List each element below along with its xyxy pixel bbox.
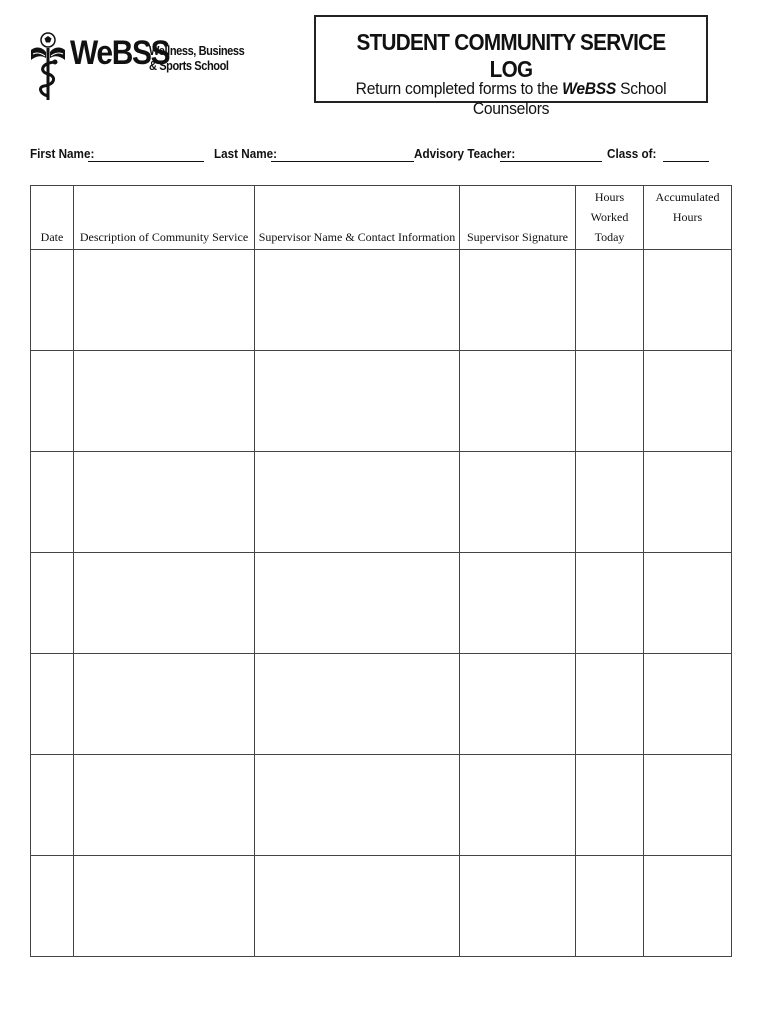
cell-supervisor-contact[interactable] <box>255 351 460 452</box>
cell-supervisor-signature[interactable] <box>460 250 576 351</box>
cell-description[interactable] <box>74 856 255 957</box>
first-name-field[interactable] <box>88 161 204 162</box>
cell-description[interactable] <box>74 654 255 755</box>
cell-date[interactable] <box>31 250 74 351</box>
table-row <box>31 553 732 654</box>
cell-date[interactable] <box>31 755 74 856</box>
cell-supervisor-contact[interactable] <box>255 856 460 957</box>
table-row <box>31 351 732 452</box>
table-row <box>31 856 732 957</box>
cell-supervisor-signature[interactable] <box>460 856 576 957</box>
logo-tagline-line1: Wellness, Business <box>149 43 245 58</box>
school-logo <box>28 28 243 104</box>
cell-hours-worked[interactable] <box>576 755 644 856</box>
cell-description[interactable] <box>74 553 255 654</box>
cell-description[interactable] <box>74 250 255 351</box>
cell-supervisor-signature[interactable] <box>460 755 576 856</box>
cell-supervisor-signature[interactable] <box>460 351 576 452</box>
cell-supervisor-signature[interactable] <box>460 452 576 553</box>
cell-supervisor-contact[interactable] <box>255 250 460 351</box>
cell-accumulated-hours[interactable] <box>644 351 732 452</box>
header-hours-worked-today <box>576 186 644 250</box>
class-of-label: Class of: <box>607 146 657 161</box>
cell-date[interactable] <box>31 856 74 957</box>
form-title: STUDENT COMMUNITY SERVICE LOG <box>356 29 666 82</box>
table-row <box>31 250 732 351</box>
service-log-table <box>30 185 732 957</box>
cell-hours-worked[interactable] <box>576 452 644 553</box>
cell-description[interactable] <box>74 351 255 452</box>
subtitle-text-after: School Counselors <box>472 79 667 118</box>
cell-supervisor-contact[interactable] <box>255 452 460 553</box>
cell-hours-worked[interactable] <box>576 856 644 957</box>
cell-description[interactable] <box>74 755 255 856</box>
advisory-teacher-field[interactable] <box>500 161 602 162</box>
table-header-row <box>31 186 732 250</box>
caduceus-icon <box>28 28 72 104</box>
header-supervisor-contact: Supervisor Name & Contact Information <box>255 186 460 250</box>
cell-date[interactable] <box>31 351 74 452</box>
first-name-label: First Name: <box>30 146 95 161</box>
cell-accumulated-hours[interactable] <box>644 755 732 856</box>
header-hours-line1: Hours <box>594 190 625 204</box>
cell-hours-worked[interactable] <box>576 654 644 755</box>
cell-supervisor-signature[interactable] <box>460 654 576 755</box>
logo-tagline <box>149 43 244 73</box>
advisory-teacher-label: Advisory Teacher: <box>414 146 516 161</box>
cell-date[interactable] <box>31 452 74 553</box>
title-box <box>314 15 708 118</box>
logo-tagline-line2: & Sports School <box>149 58 229 73</box>
cell-supervisor-contact[interactable] <box>255 553 460 654</box>
table-row <box>31 452 732 553</box>
header-supervisor-signature: Supervisor Signature <box>460 186 576 250</box>
class-of-field[interactable] <box>663 161 709 162</box>
table-row <box>31 654 732 755</box>
cell-accumulated-hours[interactable] <box>644 452 732 553</box>
header-hours-line2: Worked <box>590 210 629 224</box>
cell-description[interactable] <box>74 452 255 553</box>
table-row <box>31 755 732 856</box>
logo-wordmark: WeBSS <box>70 34 170 72</box>
table-body <box>31 250 732 957</box>
header-date: Date <box>31 186 74 250</box>
cell-hours-worked[interactable] <box>576 351 644 452</box>
header-hours-line3: Today <box>594 230 625 244</box>
header-accum-line1: Accumulated <box>655 190 720 204</box>
cell-hours-worked[interactable] <box>576 553 644 654</box>
last-name-label: Last Name: <box>214 146 278 161</box>
subtitle-school-name: WeBSS <box>562 79 617 98</box>
cell-date[interactable] <box>31 654 74 755</box>
subtitle-text-before: Return completed forms to the <box>355 79 563 98</box>
header-description: Description of Community Service <box>74 186 255 250</box>
cell-accumulated-hours[interactable] <box>644 553 732 654</box>
cell-accumulated-hours[interactable] <box>644 654 732 755</box>
form-subtitle <box>332 79 691 119</box>
cell-supervisor-contact[interactable] <box>255 755 460 856</box>
header-accumulated-hours <box>644 186 732 250</box>
header-accum-line2: Hours <box>672 210 703 224</box>
cell-supervisor-signature[interactable] <box>460 553 576 654</box>
student-info-fields <box>30 146 720 166</box>
cell-accumulated-hours[interactable] <box>644 856 732 957</box>
cell-date[interactable] <box>31 553 74 654</box>
last-name-field[interactable] <box>271 161 414 162</box>
cell-supervisor-contact[interactable] <box>255 654 460 755</box>
cell-hours-worked[interactable] <box>576 250 644 351</box>
cell-accumulated-hours[interactable] <box>644 250 732 351</box>
